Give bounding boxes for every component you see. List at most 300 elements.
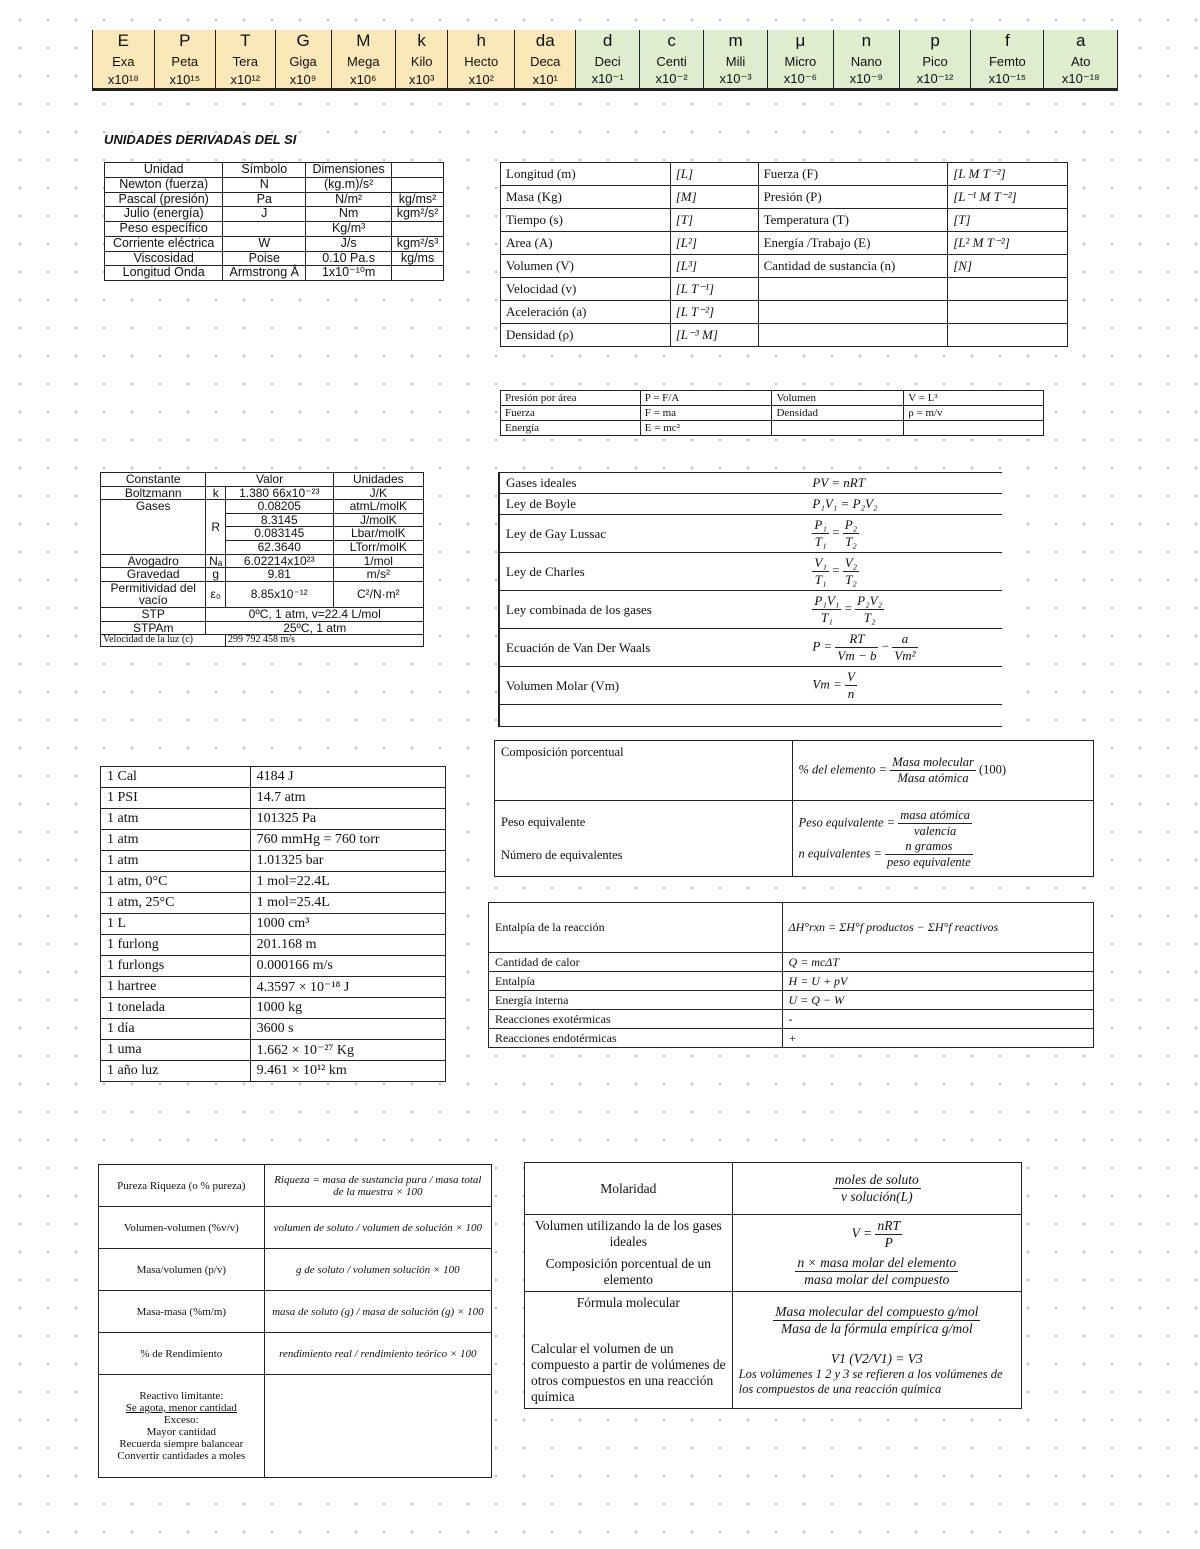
- dimension-row: [501, 301, 1068, 324]
- dimension-row: [501, 186, 1068, 209]
- conversion-from: 1 uma: [101, 1040, 251, 1061]
- unit-dims: Kg/m³: [306, 222, 392, 237]
- boltzmann-value: 1.380 66x10⁻²³: [225, 486, 333, 500]
- conversion-row: [101, 1019, 446, 1040]
- prefix-factor: x10⁻¹⁵: [971, 70, 1044, 90]
- dimension-row: [501, 278, 1068, 301]
- unit-alt: kgm²/s³: [392, 236, 444, 251]
- thermo-name: Reacciones endotérmicas: [489, 1029, 783, 1048]
- si-prefix-table: [92, 30, 1118, 91]
- basic-formula-row: [501, 421, 1044, 436]
- unit-dims: (kg.m)/s²: [306, 177, 392, 192]
- conversion-to: 3600 s: [250, 1019, 445, 1040]
- dimension-q1: Densidad (ρ): [501, 324, 671, 347]
- unit-symbol: W: [223, 236, 306, 251]
- thermo-formula: ΔH°rxn = ΣH°f productos − ΣH°f reactivos: [782, 903, 1093, 953]
- thermo-name: Reacciones exotérmicas: [489, 1010, 783, 1029]
- prefix-name: Deci: [576, 52, 640, 70]
- conversion-to: 4.3597 × 10⁻¹⁸ J: [250, 977, 445, 998]
- prefix-symbol: d: [576, 30, 640, 52]
- conversion-row: [101, 830, 446, 851]
- unit-row: [105, 266, 444, 281]
- conversion-row: [101, 767, 446, 788]
- boltzmann-row: [101, 486, 424, 500]
- prefix-factor: x10¹²: [216, 70, 276, 90]
- prefix-factor: x10⁶: [331, 70, 396, 90]
- dimension-row: [501, 163, 1068, 186]
- van-der-waals-row: [499, 629, 1002, 667]
- note-balance: Recuerda siempre balancear: [119, 1438, 244, 1450]
- conversion-to: 1000 cm³: [250, 914, 445, 935]
- prefix-factor: x10⁻¹²: [899, 70, 970, 90]
- avogadro-row: [101, 554, 424, 568]
- prefix-name: Femto: [971, 52, 1044, 70]
- thermo-row: [489, 1029, 1094, 1048]
- concentration-row: [99, 1165, 492, 1207]
- unit-dims: N/m²: [306, 192, 392, 207]
- basic-formula-f1: E = mc²: [640, 421, 772, 436]
- dimension-d1: [L²]: [670, 232, 758, 255]
- volume-calc-formula: V1 (V2/V1) = V3: [830, 1350, 923, 1366]
- concentration-name: Pureza Riqueza (o % pureza): [99, 1165, 265, 1207]
- combined-gas-formula: $\frac{\text{P₁V₁}}{\text{T₁}}$ = $\frac{\text{P₂V₂}}{\text{T₂}}$: [806, 591, 1002, 629]
- light-speed-row: [101, 635, 424, 647]
- equivalent-row: [495, 801, 1094, 877]
- prefix-name: Deca: [515, 52, 576, 70]
- composition-table: [494, 740, 1094, 877]
- dimension-d2: [L⁻¹ M T⁻²]: [948, 186, 1068, 209]
- basic-formula-n2: [772, 421, 904, 436]
- thermo-formula: -: [782, 1010, 1093, 1029]
- thermo-name: Entalpía de la reacción: [489, 903, 783, 953]
- dimension-q1: Longitud (m): [501, 163, 671, 186]
- molecular-formula-label: Fórmula molecular Calcular el volumen de un compuesto a partir de volúmenes de otros compuestos en una reacción química: [525, 1292, 733, 1409]
- gas-empty-row: [499, 705, 1002, 727]
- dimension-q2: [758, 324, 948, 347]
- boyle-name: Ley de Boyle: [499, 494, 806, 515]
- unit-unit: Pascal (presión): [105, 192, 223, 207]
- unit-row: [105, 192, 444, 207]
- dimension-q1: Masa (Kg): [501, 186, 671, 209]
- concentration-formula: g de soluto / volumen solución × 100: [264, 1249, 491, 1291]
- conversion-row: [101, 851, 446, 872]
- dimension-d2: [T]: [948, 209, 1068, 232]
- prefix-name: Exa: [93, 52, 155, 70]
- unit-row: [105, 207, 444, 222]
- conversion-from: 1 año luz: [101, 1061, 251, 1082]
- limiting-reagent-notes: [99, 1375, 265, 1478]
- boyle-row: [499, 494, 1002, 515]
- dimension-d2: [948, 301, 1068, 324]
- conversion-row: [101, 1061, 446, 1082]
- charles-row: [499, 553, 1002, 591]
- thermo-row: [489, 991, 1094, 1010]
- conversion-to: 1.662 × 10⁻²⁷ Kg: [250, 1040, 445, 1061]
- conversion-from: 1 L: [101, 914, 251, 935]
- van-der-waals-formula: P = $\frac{RT}{Vm - b}$ − $\frac{a}{\text{Vm²}}$: [806, 629, 1002, 667]
- prefix-factor-row: [93, 70, 1118, 90]
- conversions-table: [100, 766, 446, 1082]
- unit-row: [105, 222, 444, 237]
- unit-unit: Viscosidad: [105, 251, 223, 266]
- gas-constant-value: 0.08205: [225, 500, 333, 514]
- unit-symbol: N: [223, 177, 306, 192]
- unit-row: [105, 177, 444, 192]
- percent-composition-row: [495, 741, 1094, 801]
- thermo-name: Energía interna: [489, 991, 783, 1010]
- basic-formula-f2: V = L³: [904, 391, 1044, 406]
- concentration-name: Masa-masa (%m/m): [99, 1291, 265, 1333]
- prefix-name: Micro: [768, 52, 834, 70]
- conversion-row: [101, 788, 446, 809]
- gravity-unit: m/s²: [333, 568, 423, 582]
- gravity-symbol: g: [206, 568, 226, 582]
- basic-formula-f1: P = F/A: [640, 391, 772, 406]
- stpam-name: STPAm: [101, 621, 206, 635]
- gas-volume-label: Volumen utilizando la de los gases ideales Composición porcentual de un elemento: [525, 1215, 733, 1292]
- thermo-row: [489, 972, 1094, 991]
- unit-symbol: Pa: [223, 192, 306, 207]
- gas-constant-unit: J/molK: [333, 513, 423, 527]
- derived-units-title: UNIDADES DERIVADAS DEL SI: [104, 132, 297, 147]
- concentration-formula: rendimiento real / rendimiento teórico × 100: [264, 1333, 491, 1375]
- constants-table: [100, 472, 424, 647]
- unit-symbol: Poise: [223, 251, 306, 266]
- header-dimensions: Dimensiones: [306, 163, 392, 178]
- conversion-from: 1 furlongs: [101, 956, 251, 977]
- prefix-name: Pico: [899, 52, 970, 70]
- volume-calc-label: Calcular el volumen de un compuesto a partir de volúmenes de otros compuestos en una reacción química: [531, 1341, 726, 1404]
- prefix-name-row: [93, 52, 1118, 70]
- thermo-name: Cantidad de calor: [489, 953, 783, 972]
- conversion-from: 1 atm, 0°C: [101, 872, 251, 893]
- prefix-symbol-row: [93, 30, 1118, 52]
- concentration-formula: Riqueza = masa de sustancia pura / masa total de la muestra × 100: [264, 1165, 491, 1207]
- conversion-to: 101325 Pa: [250, 809, 445, 830]
- molar-volume-name: Volumen Molar (Vm): [499, 667, 806, 705]
- prefix-factor: x10¹⁵: [154, 70, 215, 90]
- thermo-formula: U = Q − W: [782, 991, 1093, 1010]
- gases-name: Gases: [101, 500, 206, 554]
- thermo-row: [489, 903, 1094, 953]
- conversion-from: 1 atm, 25°C: [101, 893, 251, 914]
- prefix-factor: x10⁹: [275, 70, 331, 90]
- dimension-q1: Aceleración (a): [501, 301, 671, 324]
- conversion-to: 14.7 atm: [250, 788, 445, 809]
- molar-volume-row: [499, 667, 1002, 705]
- unit-dims: 1x10⁻¹⁰m: [306, 266, 392, 281]
- dimension-row: [501, 209, 1068, 232]
- molarity-table: [524, 1162, 1022, 1409]
- header-value: Valor: [206, 473, 333, 487]
- gravity-value: 9.81: [225, 568, 333, 582]
- purity-table: [98, 1164, 492, 1478]
- unit-alt: kg/ms: [392, 251, 444, 266]
- unit-alt: [392, 266, 444, 281]
- gas-constant-unit: LTorr/molK: [333, 540, 423, 554]
- prefix-symbol: f: [971, 30, 1044, 52]
- dimension-d1: [M]: [670, 186, 758, 209]
- dimension-row: [501, 232, 1068, 255]
- combined-gas-name: Ley combinada de los gases: [499, 591, 806, 629]
- header-unit: Unidad: [105, 163, 223, 178]
- dimension-q1: Tiempo (s): [501, 209, 671, 232]
- combined-gas-row: [499, 591, 1002, 629]
- conversion-row: [101, 977, 446, 998]
- gay-lussac-formula: $\frac{\text{P₁}}{\text{T₁}}$ = $\frac{\text{P₂}}{\text{T₂}}$: [806, 515, 1002, 553]
- basic-formula-f2: [904, 421, 1044, 436]
- conversion-from: 1 atm: [101, 830, 251, 851]
- prefix-factor: x10⁻²: [640, 70, 704, 90]
- prefix-symbol: μ: [768, 30, 834, 52]
- conversion-to: 4184 J: [250, 767, 445, 788]
- gas-constant-value: 62.3640: [225, 540, 333, 554]
- conversion-to: 0.000166 m/s: [250, 956, 445, 977]
- basic-formula-row: [501, 406, 1044, 421]
- prefix-name: Nano: [833, 52, 899, 70]
- conversion-from: 1 atm: [101, 809, 251, 830]
- permittivity-row: [101, 581, 424, 607]
- conversion-row: [101, 809, 446, 830]
- unit-alt: [392, 177, 444, 192]
- prefix-symbol: c: [640, 30, 704, 52]
- prefix-symbol: P: [154, 30, 215, 52]
- equivalent-number-formula: n equivalentes = $\frac{\text{n gramos}}{\text{peso equivalente}}$: [798, 838, 971, 869]
- concentration-formula: volumen de soluto / volumen de solución × 100: [264, 1207, 491, 1249]
- unit-unit: Julio (energía): [105, 207, 223, 222]
- gay-lussac-name: Ley de Gay Lussac: [499, 515, 806, 553]
- thermo-formula: +: [782, 1029, 1093, 1048]
- dimensions-table: [500, 162, 1068, 347]
- dimension-row: [501, 324, 1068, 347]
- molecular-formula: $\frac{\text{Masa molecular del compuesto g/mol}}{\text{Masa de la fórmula empírica g/mol}}$: [775, 1303, 979, 1336]
- dimension-q2: Temperatura (T): [758, 209, 948, 232]
- molarity-label: Molaridad: [525, 1163, 733, 1215]
- unit-dims: J/s: [306, 236, 392, 251]
- unit-unit: Corriente eléctrica: [105, 236, 223, 251]
- unit-dims: 0.10 Pa.s: [306, 251, 392, 266]
- basic-formula-f1: F = ma: [640, 406, 772, 421]
- concentration-row: [99, 1249, 492, 1291]
- permittivity-value: 8.85x10⁻¹²: [225, 581, 333, 607]
- stp-name: STP: [101, 607, 206, 621]
- basic-formula-n1: Presión por área: [501, 391, 641, 406]
- dimension-q1: Area (A): [501, 232, 671, 255]
- dimension-d2: [948, 278, 1068, 301]
- limiting-reagent-row: [99, 1375, 492, 1478]
- prefix-name: Mili: [704, 52, 768, 70]
- prefix-symbol: G: [275, 30, 331, 52]
- element-composition-formula: $\frac{\text{n × masa molar del elemento}}{\text{masa molar del compuesto}}$: [797, 1255, 957, 1287]
- concentration-row: [99, 1291, 492, 1333]
- conversion-row: [101, 956, 446, 977]
- dimension-q2: Cantidad de sustancia (n): [758, 255, 948, 278]
- basic-formula-row: [501, 391, 1044, 406]
- header-symbol: Símbolo: [223, 163, 306, 178]
- boltzmann-name: Boltzmann: [101, 486, 206, 500]
- constants-header-row: [101, 473, 424, 487]
- prefix-factor: x10⁻¹: [576, 70, 640, 90]
- basic-formulas-table: [500, 390, 1044, 436]
- dimension-q2: [758, 301, 948, 324]
- stpam-row: [101, 621, 424, 635]
- prefix-name: Centi: [640, 52, 704, 70]
- gas-volume-row: [525, 1215, 1022, 1292]
- unit-unit: Newton (fuerza): [105, 177, 223, 192]
- molar-volume-formula: Vm = $\frac{V}{n}$: [806, 667, 1002, 705]
- dimension-d2: [L M T⁻²]: [948, 163, 1068, 186]
- conversion-to: 760 mmHg = 760 torr: [250, 830, 445, 851]
- conversion-from: 1 PSI: [101, 788, 251, 809]
- avogadro-value: 6.02214x10²³: [225, 554, 333, 568]
- boltzmann-unit: J/K: [333, 486, 423, 500]
- van-der-waals-name: Ecuación de Van Der Waals: [499, 629, 806, 667]
- basic-formula-n1: Energía: [501, 421, 641, 436]
- equivalent-weight-label: Peso equivalente: [501, 814, 586, 829]
- dimension-row: [501, 255, 1068, 278]
- conversion-to: 9.461 × 10¹² km: [250, 1061, 445, 1082]
- prefix-name: Ato: [1044, 52, 1118, 70]
- equivalent-formulas: [792, 801, 1094, 877]
- conversion-from: 1 furlong: [101, 935, 251, 956]
- concentration-name: % de Rendimiento: [99, 1333, 265, 1375]
- unit-symbol: Armstrong Å: [223, 266, 306, 281]
- avogadro-symbol: Nₐ: [206, 554, 226, 568]
- conversion-from: 1 Cal: [101, 767, 251, 788]
- boltzmann-symbol: k: [206, 486, 226, 500]
- conversion-to: 1 mol=22.4L: [250, 872, 445, 893]
- header-constant: Constante: [101, 473, 206, 487]
- dimension-q2: [758, 278, 948, 301]
- concentration-row: [99, 1207, 492, 1249]
- molecular-formula-row: [525, 1292, 1022, 1409]
- dimension-d1: [L T⁻¹]: [670, 278, 758, 301]
- thermo-row: [489, 953, 1094, 972]
- unit-symbol: J: [223, 207, 306, 222]
- concentration-formula: masa de soluto (g) / masa de solución (g) × 100: [264, 1291, 491, 1333]
- permittivity-symbol: ε₀: [206, 581, 226, 607]
- prefix-symbol: M: [331, 30, 396, 52]
- gases-row: [101, 500, 424, 514]
- conversion-from: 1 hartree: [101, 977, 251, 998]
- prefix-symbol: h: [448, 30, 515, 52]
- note-excess: Exceso:: [163, 1414, 199, 1426]
- prefix-name: Mega: [331, 52, 396, 70]
- ideal-gas-name: Gases ideales: [499, 473, 806, 494]
- note-limiting-desc: Se agota, menor cantidad: [125, 1402, 237, 1414]
- charles-formula: $\frac{\text{V₁}}{\text{T₁}}$ = $\frac{\text{V₂}}{\text{T₂}}$: [806, 553, 1002, 591]
- conversion-to: 1.01325 bar: [250, 851, 445, 872]
- prefix-factor: x10⁻¹⁸: [1044, 70, 1118, 90]
- prefix-symbol: E: [93, 30, 155, 52]
- gay-lussac-row: [499, 515, 1002, 553]
- unit-symbol: [223, 222, 306, 237]
- dimension-q2: Fuerza (F): [758, 163, 948, 186]
- prefix-symbol: k: [396, 30, 448, 52]
- dimension-q2: Presión (P): [758, 186, 948, 209]
- equivalent-number-label: Número de equivalentes: [501, 847, 623, 862]
- stp-value: 0ºC, 1 atm, v=22.4 L/mol: [206, 607, 424, 621]
- dimension-q2: Energía /Trabajo (E): [758, 232, 948, 255]
- boyle-formula: P₁V₁ = P₂V₂: [806, 494, 1002, 515]
- dimension-d2: [N]: [948, 255, 1068, 278]
- note-moles: Convertir cantidades a moles: [117, 1450, 246, 1462]
- prefix-symbol: a: [1044, 30, 1118, 52]
- conversion-row: [101, 1040, 446, 1061]
- prefix-factor: x10¹: [515, 70, 576, 90]
- prefix-factor: x10³: [396, 70, 448, 90]
- equivalent-labels: [495, 801, 793, 877]
- gravity-name: Gravedad: [101, 568, 206, 582]
- thermo-formula: Q = mcΔT: [782, 953, 1093, 972]
- molarity-formula: $\frac{\text{moles de soluto}}{\text{v solución(L)}}$: [732, 1163, 1021, 1215]
- gas-constant-unit: Lbar/molK: [333, 527, 423, 541]
- stpam-value: 25ºC, 1 atm: [206, 621, 424, 635]
- thermo-row: [489, 1010, 1094, 1029]
- gases-symbol: R: [206, 500, 226, 554]
- gas-volume-formulas: [732, 1215, 1021, 1292]
- gas-laws-table: [498, 472, 1002, 727]
- concentration-row: [99, 1333, 492, 1375]
- dimension-q1: Velocidad (v): [501, 278, 671, 301]
- concentration-name: Volumen-volumen (%v/v): [99, 1207, 265, 1249]
- equivalent-weight-formula: Peso equivalente = $\frac{\text{masa atómica}}{\text{valencia}}$: [798, 807, 971, 838]
- gas-constant-value: 8.3145: [225, 513, 333, 527]
- conversion-row: [101, 872, 446, 893]
- dimension-d1: [L]: [670, 163, 758, 186]
- conversion-row: [101, 998, 446, 1019]
- prefix-name: Tera: [216, 52, 276, 70]
- avogadro-unit: 1/mol: [333, 554, 423, 568]
- prefix-symbol: da: [515, 30, 576, 52]
- header-units: Unidades: [333, 473, 423, 487]
- prefix-name: Kilo: [396, 52, 448, 70]
- dimension-d2: [L² M T⁻²]: [948, 232, 1068, 255]
- unit-alt: kg/ms²: [392, 192, 444, 207]
- dimension-d1: [L⁻³ M]: [670, 324, 758, 347]
- conversion-from: 1 día: [101, 1019, 251, 1040]
- unit-unit: Peso específico: [105, 222, 223, 237]
- enthalpy-table: [488, 902, 1094, 1048]
- conversion-row: [101, 935, 446, 956]
- gas-constant-value: 0.083145: [225, 527, 333, 541]
- conversion-row: [101, 914, 446, 935]
- conversion-from: 1 atm: [101, 851, 251, 872]
- dimension-d1: [L T⁻²]: [670, 301, 758, 324]
- prefix-symbol: p: [899, 30, 970, 52]
- gas-volume-formula: V = $\frac{\text{nRT}}{P}$: [851, 1218, 900, 1250]
- basic-formula-f2: ρ = m/v: [904, 406, 1044, 421]
- light-speed-value: 299 792 458 m/s: [225, 635, 423, 647]
- derived-units-table: [104, 162, 444, 281]
- header-blank: [392, 163, 444, 178]
- conversion-from: 1 tonelada: [101, 998, 251, 1019]
- prefix-factor: x10⁻⁹: [833, 70, 899, 90]
- note-limiting-reagent: Reactivo limitante:: [139, 1390, 224, 1402]
- prefix-factor: x10¹⁸: [93, 70, 155, 90]
- volume-calc-note: Los volúmenes 1 2 y 3 se refieren a los volúmenes de los compuestos de una reacción química: [738, 1366, 1003, 1396]
- thermo-formula: H = U + pV: [782, 972, 1093, 991]
- permittivity-unit: C²/N·m²: [333, 581, 423, 607]
- prefix-name: Hecto: [448, 52, 515, 70]
- prefix-symbol: T: [216, 30, 276, 52]
- dimension-d1: [L³]: [670, 255, 758, 278]
- ideal-gas-formula: PV = nRT: [806, 473, 1002, 494]
- dimension-d2: [948, 324, 1068, 347]
- gas-constant-unit: atmL/molK: [333, 500, 423, 514]
- prefix-name: Peta: [154, 52, 215, 70]
- prefix-factor: x10⁻³: [704, 70, 768, 90]
